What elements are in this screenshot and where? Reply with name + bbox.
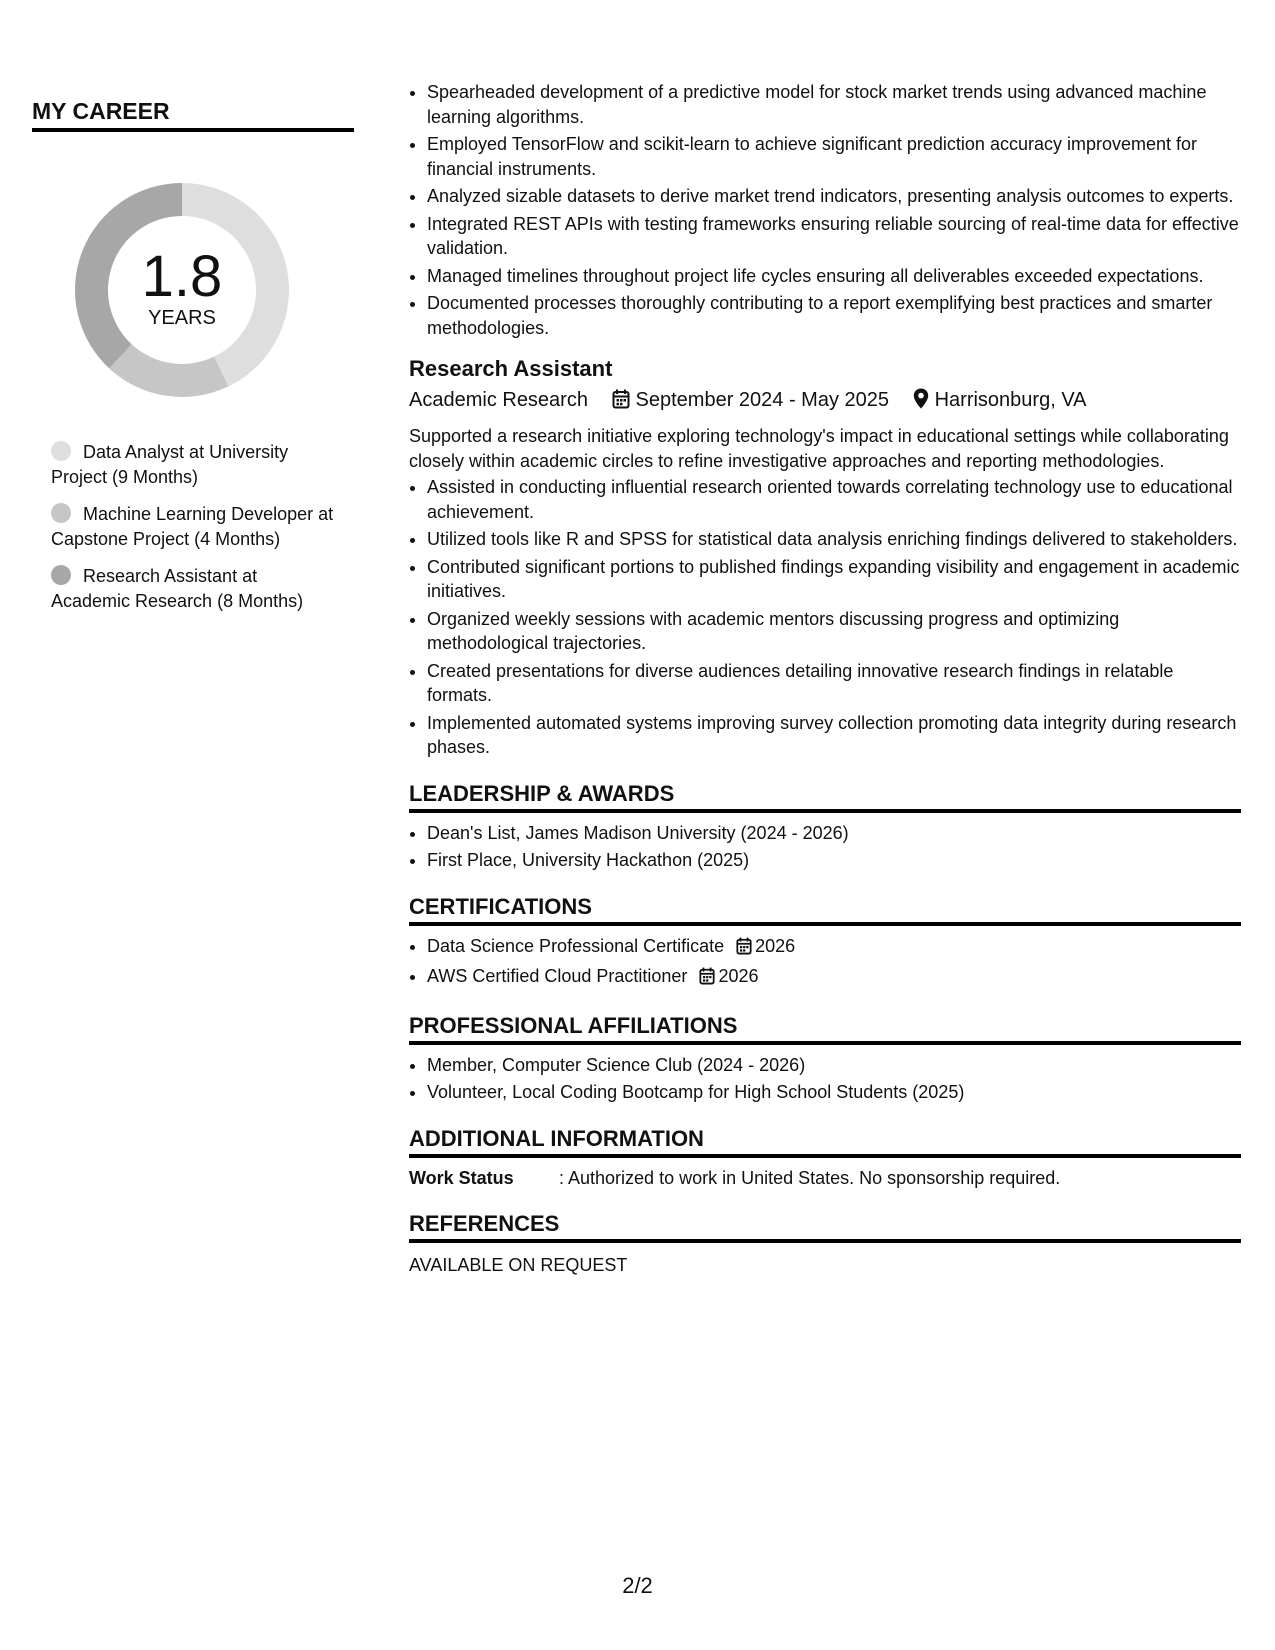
previous-job-bullets: [409, 80, 1241, 340]
certification-year: 2026: [718, 965, 759, 986]
list-item: • Analyzed sizable datasets to derive market trend indicators, presenting analysis outcomes to experts.: [427, 184, 1241, 209]
legend-label: Data Analyst at University Project (9 Months): [51, 442, 289, 487]
legend-dot-0: [51, 441, 71, 461]
affiliations-section: [409, 1012, 1241, 1105]
list-item: [427, 964, 1241, 992]
list-item: • Implemented automated systems improving survey collection promoting data integrity during research phases.: [427, 711, 1241, 760]
list-item: • Assisted in conducting influential research oriented towards correlating technology use to educational achievement.: [427, 475, 1241, 524]
career-donut-chart: [66, 174, 298, 406]
main-content: [409, 80, 1241, 1277]
section-title: CERTIFICATIONS: [409, 893, 1241, 926]
calendar-icon: [736, 937, 752, 962]
list-item: • Dean's List, James Madison University (2024 - 2026): [427, 821, 1241, 846]
list-item: [427, 934, 1241, 962]
legend-dot-2: [51, 565, 71, 585]
work-status-value: : Authorized to work in United States. No sponsorship required.: [559, 1167, 1061, 1188]
list-item: • Volunteer, Local Coding Bootcamp for High School Students (2025): [427, 1080, 1241, 1105]
additional-info-section: [409, 1125, 1241, 1190]
legend-label: Machine Learning Developer at Capstone Project (4 Months): [51, 504, 334, 549]
work-status-label: Work Status: [409, 1167, 514, 1188]
leadership-list: [409, 821, 1241, 873]
affiliations-list: [409, 1053, 1241, 1105]
certification-name: AWS Certified Cloud Practitioner: [427, 965, 688, 986]
legend-label: Research Assistant at Academic Research (8 Months): [51, 566, 304, 611]
list-item: • Organized weekly sessions with academic mentors discussing progress and optimizing methodological trajectories.: [427, 607, 1241, 656]
section-title: REFERENCES: [409, 1210, 1241, 1243]
list-item: • Employed TensorFlow and scikit-learn to achieve significant prediction accuracy improvement for financial instruments.: [427, 132, 1241, 181]
job-organization: Academic Research: [409, 389, 588, 411]
list-item: • Utilized tools like R and SPSS for statistical data analysis enriching findings delivered to stakeholders.: [427, 527, 1241, 552]
job-location: Harrisonburg, VA: [934, 389, 1087, 411]
career-legend: [51, 440, 336, 614]
list-item: • Created presentations for diverse audiences detailing innovative research findings in relatable formats.: [427, 659, 1241, 708]
legend-item: [51, 564, 336, 614]
job-description: Supported a research initiative exploring technology's impact in educational settings while collaborating closely within academic circles to refine investigative approaches and reporting methodologies.: [409, 426, 1229, 471]
section-title: PROFESSIONAL AFFILIATIONS: [409, 1012, 1241, 1045]
total-years-unit: YEARS: [148, 307, 216, 329]
list-item: • First Place, University Hackathon (2025): [427, 848, 1241, 873]
list-item: • Contributed significant portions to published findings expanding visibility and engagement in academic initiatives.: [427, 555, 1241, 604]
job-dates: September 2024 - May 2025: [635, 389, 890, 411]
certification-year: 2026: [755, 935, 796, 956]
work-status-row: [409, 1166, 1241, 1190]
list-item: • Member, Computer Science Club (2024 - 2026): [427, 1053, 1241, 1078]
section-title: ADDITIONAL INFORMATION: [409, 1125, 1241, 1158]
location-pin-icon: [913, 388, 929, 418]
calendar-icon: [612, 388, 630, 418]
list-item: • Integrated REST APIs with testing frameworks ensuring reliable sourcing of real-time data for effective validation.: [427, 212, 1241, 261]
section-title: LEADERSHIP & AWARDS: [409, 780, 1241, 813]
certifications-list: [409, 934, 1241, 992]
references-text: AVAILABLE ON REQUEST: [409, 1254, 628, 1275]
job-bullets: [409, 475, 1241, 760]
job-title: Research Assistant: [409, 356, 613, 381]
job-meta: [409, 385, 1241, 418]
calendar-icon: [699, 967, 715, 992]
legend-item: [51, 440, 336, 490]
leadership-section: [409, 780, 1241, 873]
career-section-title: MY CAREER: [32, 96, 354, 132]
total-years-value: 1.8: [141, 244, 223, 309]
donut-center: [66, 174, 298, 406]
list-item: • Spearheaded development of a predictive model for stock market trends using advanced machine learning algorithms.: [427, 80, 1241, 129]
legend-dot-1: [51, 503, 71, 523]
list-item: • Documented processes thoroughly contributing to a report exemplifying best practices and smarter methodologies.: [427, 291, 1241, 340]
page-number: 2/2: [622, 1573, 653, 1598]
legend-item: [51, 502, 336, 552]
certifications-section: [409, 893, 1241, 992]
certification-name: Data Science Professional Certificate: [427, 935, 725, 956]
list-item: • Managed timelines throughout project life cycles ensuring all deliverables exceeded expectations.: [427, 264, 1241, 289]
references-section: [409, 1210, 1241, 1277]
career-sidebar: [32, 96, 354, 626]
